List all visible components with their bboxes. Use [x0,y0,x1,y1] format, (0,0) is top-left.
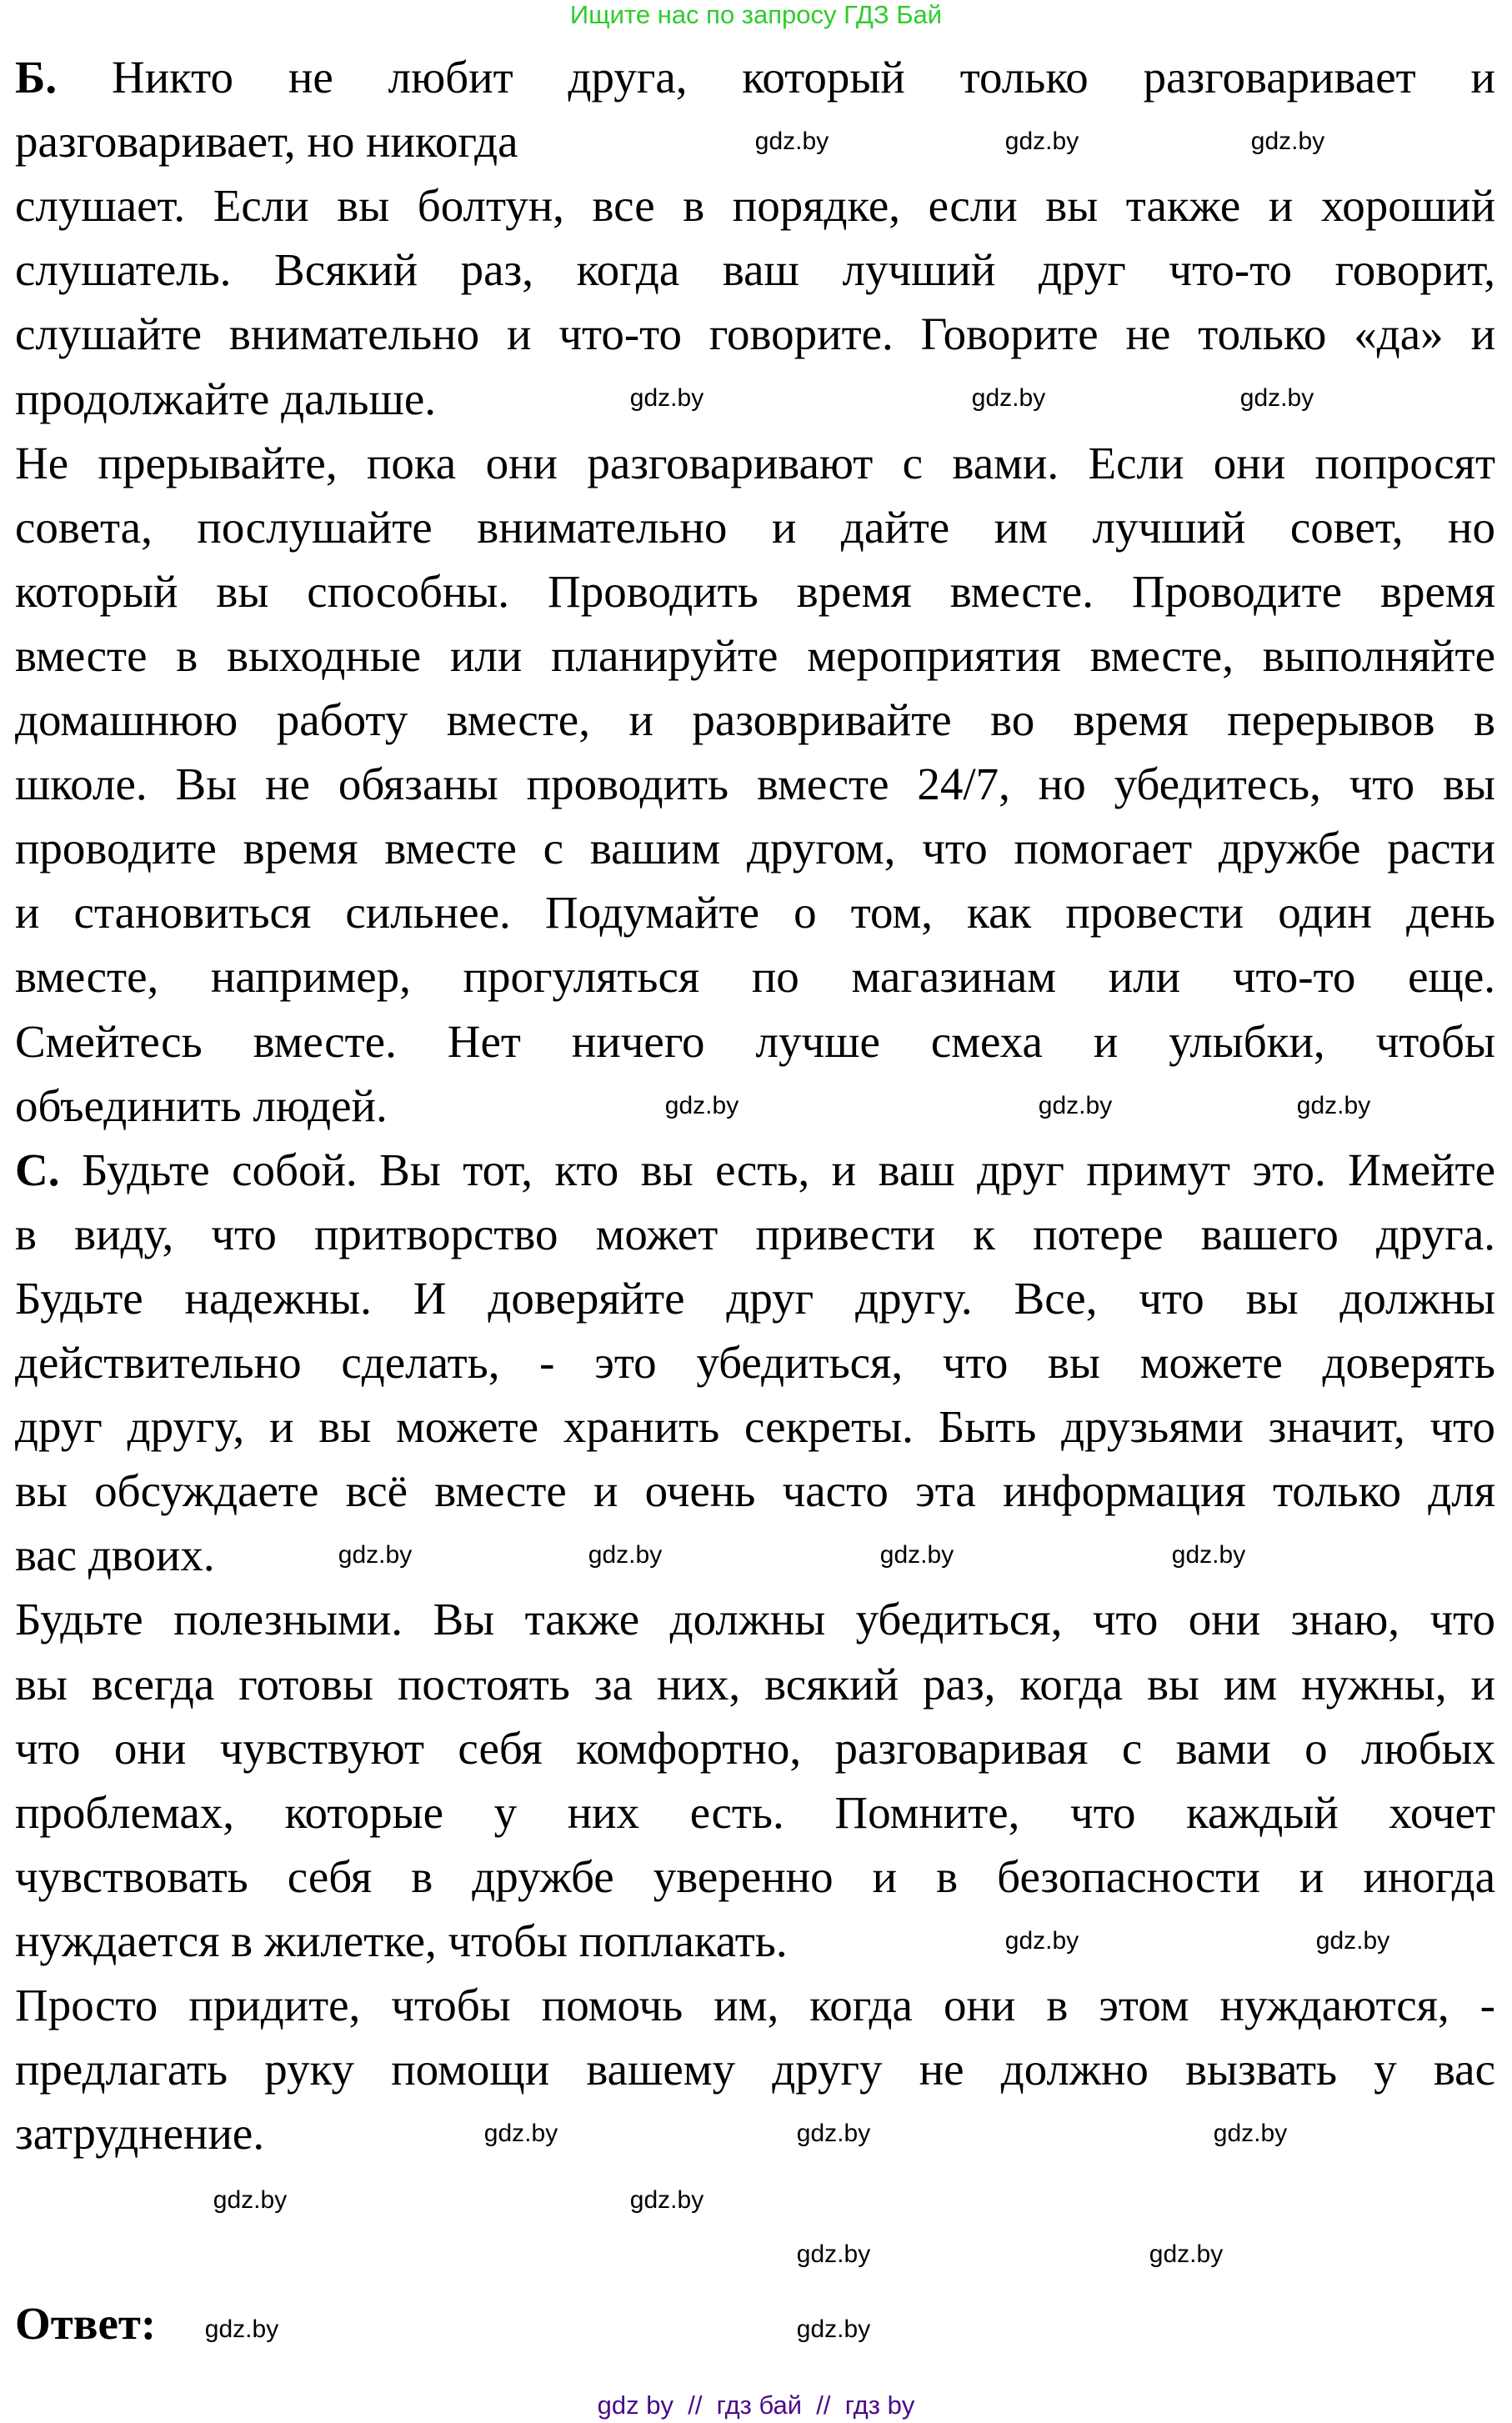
answer-label: Ответ: [15,2298,157,2349]
text-line [15,693,1495,747]
text-line [15,1464,1495,1518]
line-text: Просто придите, чтобы помочь им, когда они в этом нуждаются, - [15,1980,1495,2030]
text-line [15,1529,1495,1582]
watermark-text: gdz.by [213,2186,288,2214]
line-text: домашнюю работу вместе, и разовривайте во время перерывов в [15,694,1495,745]
line-text: продолжайте дальше. [15,373,437,424]
line-text: Никто не любит друга, который только разговаривает и [57,52,1495,103]
watermark-text: gdz.by [1004,1927,1079,1955]
line-text: слушайте внимательно и что-то говорите. Говорите не только «да» и [15,308,1495,360]
text-line [15,822,1495,875]
text-line [15,1144,1495,1197]
watermark-text: gdz.by [796,2120,871,2147]
section-letter: С. [15,1144,60,1195]
text-line [15,501,1495,554]
text-line [15,179,1495,233]
line-text: вы обсуждаете всё вместе и очень часто эта информация только для [15,1465,1495,1517]
line-text: вас двоих. [15,1529,215,1581]
line-text: разговаривает, но никогда [15,116,518,168]
text-line [15,2043,1495,2096]
text-line [15,1336,1495,1389]
watermark-text: gdz.by [1213,2120,1288,2147]
watermark-text: gdz.by [588,1541,663,1569]
line-text: который вы способны. Проводить время вместе. Проводите время [15,565,1495,617]
line-text: затруднение. [15,2108,265,2160]
line-text: слушатель. Всякий раз, когда ваш лучший друг что-то говорит, [15,244,1495,296]
line-text: нуждается в жилетке, чтобы поплакать. [15,1915,788,1966]
text-line [15,1658,1495,1711]
watermark-text: gdz.by [1038,1092,1113,1119]
text-line [15,308,1495,361]
text-line [15,1979,1495,2032]
watermark-text: gdz.by [796,2315,871,2343]
line-text: что они чувствуют себя комфортно, разговаривая с вами о любых [15,1722,1495,1774]
watermark-text: gdz.by [971,384,1046,412]
watermark-text: gdz.by [754,128,829,155]
text-line [15,758,1495,811]
watermark-text: gdz.by [1296,1092,1371,1119]
watermark-text: gdz.by [1171,1541,1246,1569]
text-line [15,1722,1495,1775]
text-line [15,243,1495,297]
line-text: в виду, что притворство может привести к потере вашего друга. [15,1208,1495,1259]
line-text: вы всегда готовы постоять за них, всякий раз, когда вы им нужны, и [15,1658,1495,1710]
text-line [15,1786,1495,1840]
line-text: Будьте собой. Вы тот, кто вы есть, и ваш друг примут это. Имейте [59,1144,1495,1195]
text-line [15,565,1495,618]
text-line [15,1400,1495,1454]
watermark-text: gdz.by [483,2120,558,2147]
header-banner: Ищите нас по запросу ГДЗ Бай [569,0,943,29]
watermark-text: gdz.by [664,1092,739,1119]
text-line [15,51,1495,104]
line-text: предлагать руку помощи вашему другу не должно вызвать у вас [15,2044,1495,2095]
text-line [15,437,1495,490]
watermark-text: gdz.by [1315,1927,1390,1955]
watermark-text: gdz.by [338,1541,413,1569]
watermark-text: gdz.by [1250,128,1325,155]
text-line [15,1593,1495,1646]
text-line [15,886,1495,939]
line-text: Будьте надежны. И доверяйте друг другу. Все, что вы должны [15,1272,1495,1324]
text-line [15,1079,1495,1133]
text-line [15,950,1495,1004]
line-text: проблемах, которые у них есть. Помните, что каждый хочет [15,1786,1495,1838]
watermark-text: gdz.by [629,2186,704,2214]
line-text: и становиться сильнее. Подумайте о том, как провести один день [15,887,1495,939]
text-line [15,1272,1495,1325]
watermark-text: gdz.by [1149,2240,1224,2268]
line-text: Не прерывайте, пока они разговаривают с вами. Если они попросят [15,437,1495,488]
line-text: друг другу, и вы можете хранить секреты. Быть друзьями значит, что [15,1401,1495,1453]
watermark-text: gdz.by [629,384,704,412]
text-line [15,1208,1495,1261]
line-text: Будьте полезными. Вы также должны убедиться, что они знаю, что [15,1594,1495,1645]
line-text: школе. Вы не обязаны проводить вместе 24/7, но убедитесь, что вы [15,758,1495,810]
line-text: объединить людей. [15,1079,388,1131]
text-line [15,1915,1495,1968]
watermark-text: gdz.by [796,2240,871,2268]
footer-links[interactable]: gdz by // гдз бай // гдз by [597,2390,915,2420]
line-text: вместе, например, прогуляться по магазинам или что-то еще. [15,951,1495,1003]
line-text: вместе в выходные или планируйте мероприятия вместе, выполняйте [15,629,1495,681]
text-line [15,1015,1495,1069]
line-text: проводите время вместе с вашим другом, что помогает дружбе расти [15,823,1495,874]
section-letter: Б. [15,52,58,103]
line-text: Смейтесь вместе. Нет ничего лучше смеха и улыбки, чтобы [15,1015,1495,1067]
line-text: слушает. Если вы болтун, все в порядке, если вы также и хороший [15,180,1495,232]
watermark-text: gdz.by [1239,384,1314,412]
line-text: действительно сделать, - это убедиться, что вы можете доверять [15,1337,1495,1388]
text-line [15,1850,1495,1904]
text-line [15,629,1495,683]
line-text: чувствовать себя в дружбе уверенно и в безопасности и иногда [15,1850,1495,1902]
watermark-text: gdz.by [879,1541,954,1569]
watermark-text: gdz.by [204,2315,279,2343]
line-text: совета, послушайте внимательно и дайте им лучший совет, но [15,501,1495,553]
watermark-text: gdz.by [1004,128,1079,155]
